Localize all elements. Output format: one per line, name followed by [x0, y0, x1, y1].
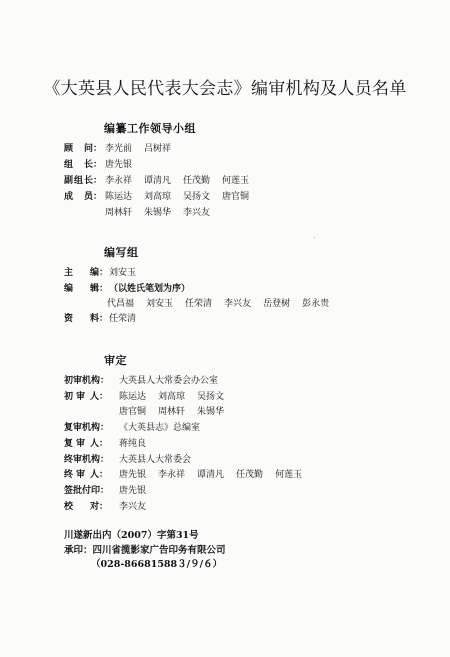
values-editors: 代昌福 刘安玉 任荣清 李兴友 岳登树 彭永贵	[107, 299, 330, 309]
publication-permit: 川遂新出内（2007）字第31号	[64, 530, 199, 541]
leadership-heading: 编纂工作领导小组	[104, 122, 196, 135]
values-first-reviewers: 陈运达 刘高琼 吴扬文	[119, 392, 225, 402]
values-adviser: 李光前 吕树祥	[105, 144, 172, 154]
label-sign-off: 签批付印：	[64, 486, 110, 496]
label-first-review-org: 初审机构：	[64, 376, 110, 386]
printer-phone: （028-86681588３/９/６）	[91, 559, 223, 570]
values-final-reviewers: 唐先银 李永祥 谭清凡 任茂勤 何莲玉	[119, 470, 303, 480]
value-re-review-org: 《大英县志》总编室	[119, 423, 201, 433]
values-leader: 唐先银	[105, 160, 133, 170]
value-final-review-org: 大英县人大常委会	[119, 455, 192, 465]
value-sign-off: 唐先银	[119, 486, 147, 496]
value-re-reviewer: 蒋纯良	[119, 439, 147, 449]
values-deputy: 李永祥 谭清凡 任茂勤 何莲玉	[105, 176, 250, 186]
values-members-2: 周林轩 朱锡华 李兴友	[105, 208, 211, 218]
values-first-reviewers-2: 唐官铜 周林轩 朱锡华	[119, 407, 225, 417]
review-heading: 审定	[104, 354, 127, 367]
label-re-review-org: 复审机构：	[64, 423, 110, 433]
speck	[314, 237, 315, 238]
document-title: 《大英县人民代表大会志》编审机构及人员名单	[43, 79, 407, 99]
editors-order-note: （以姓氏笔划为序）	[109, 284, 191, 294]
document-page: 《大英县人民代表大会志》编审机构及人员名单 编纂工作领导小组 顾 问： 李光前 吕树祥 组 长： 唐先银 副 组 长： 李永祥 谭清凡 任茂勤 何莲玉 成 员： 陈运达 刘高琼 吴扬文 唐官铜 周林轩 朱锡华 李兴友 编写组 主 编： 刘安玉 编 辑： （以姓氏笔划为序） 代昌福 刘安玉 任荣清 李兴友 岳登树 彭永贵 资 料： 任荣清 审定 初审机构： 大英县人大常委会办公室 初 审 人： 陈运达 刘高琼 吴扬文 唐官铜 周林轩 朱锡华 复审机构： 《大英县志》总编室 复 审 人： 蒋纯良 终审机构： 大英县人大常委会 终 审 人： 唐先银 李永祥 谭清凡 任茂勤 何莲玉 签批付印： 唐先银 校 对： 李兴友 川遂新出内（2007）字第31号 承印：四川省揽影家广告印务有限公司 （028-86681588３/９/６）	[0, 0, 450, 657]
value-first-review-org: 大英县人大常委会办公室	[119, 376, 219, 386]
label-final-review-org: 终审机构：	[64, 455, 110, 465]
value-proofreader: 李兴友	[119, 502, 147, 512]
values-materials: 任荣清	[109, 314, 137, 324]
printer-info: 承印：四川省揽影家广告印务有限公司	[64, 545, 226, 556]
values-members: 陈运达 刘高琼 吴扬文 唐官铜	[105, 192, 250, 202]
writing-heading: 编写组	[104, 246, 139, 259]
values-chief-editor: 刘安玉	[109, 268, 137, 278]
